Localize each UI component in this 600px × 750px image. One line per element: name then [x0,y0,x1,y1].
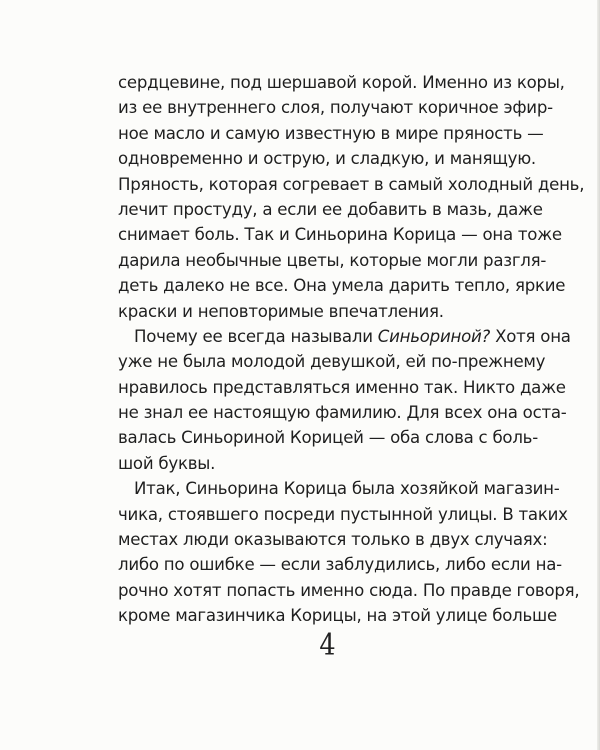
text-line: краски и неповторимые впечатления. [118,301,444,321]
text-line: Пряность, которая согревает в самый холодный день, [118,174,585,194]
text-line: не знал ее настоящую фамилию. Для всех она оста- [118,403,567,423]
text-line: одновременно и острую, и сладкую, и манящую. [118,149,536,169]
text-line: местах люди оказываются только в двух случаях: [118,530,548,550]
page-number: 4 [319,628,336,663]
text-line: уже не была молодой девушкой, ей по-прежнему [118,352,546,372]
text-line: сердцевине, под шершавой корой. Именно из коры, [118,73,565,92]
text-line: чика, стоявшего посреди пустынной улицы. В таких [118,504,568,524]
text-line: деть далеко не все. Она умела дарить тепло, яркие [118,276,566,296]
text-line: кроме магазинчика Корицы, на этой улице больше [118,606,557,626]
text-line: снимает боль. Так и Синьорина Корица — она тоже [118,225,562,245]
text-line: валась Синьориной Корицей — оба слова с боль- [118,428,538,448]
text-line: из ее внутреннего слоя, получают коричное эфир- [118,98,553,118]
text-line: нравилось представляться именно так. Никто даже [118,377,566,397]
text-line: дарила необычные цветы, которые могли разгля- [118,250,547,270]
text-line: рочно хотят попасть именно сюда. По правде говоря, [118,580,580,600]
text-line [118,324,571,349]
text-line: лечит простуду, а если ее добавить в мазь, даже [118,199,543,219]
text-line: либо по ошибке — если заблудились, либо если на- [118,555,562,575]
text-span: Почему ее всегда называли [134,326,378,346]
text-line: шой буквы. [118,453,216,473]
body-text [118,70,585,629]
text-line: Итак, Синьорина Корица была хозяйкой магазин- [134,479,560,499]
text-span: Хотя она [490,326,571,346]
italic-word: Синьориной? [377,326,491,346]
text-line: ное масло и самую известную в мире пряность — [118,123,544,143]
